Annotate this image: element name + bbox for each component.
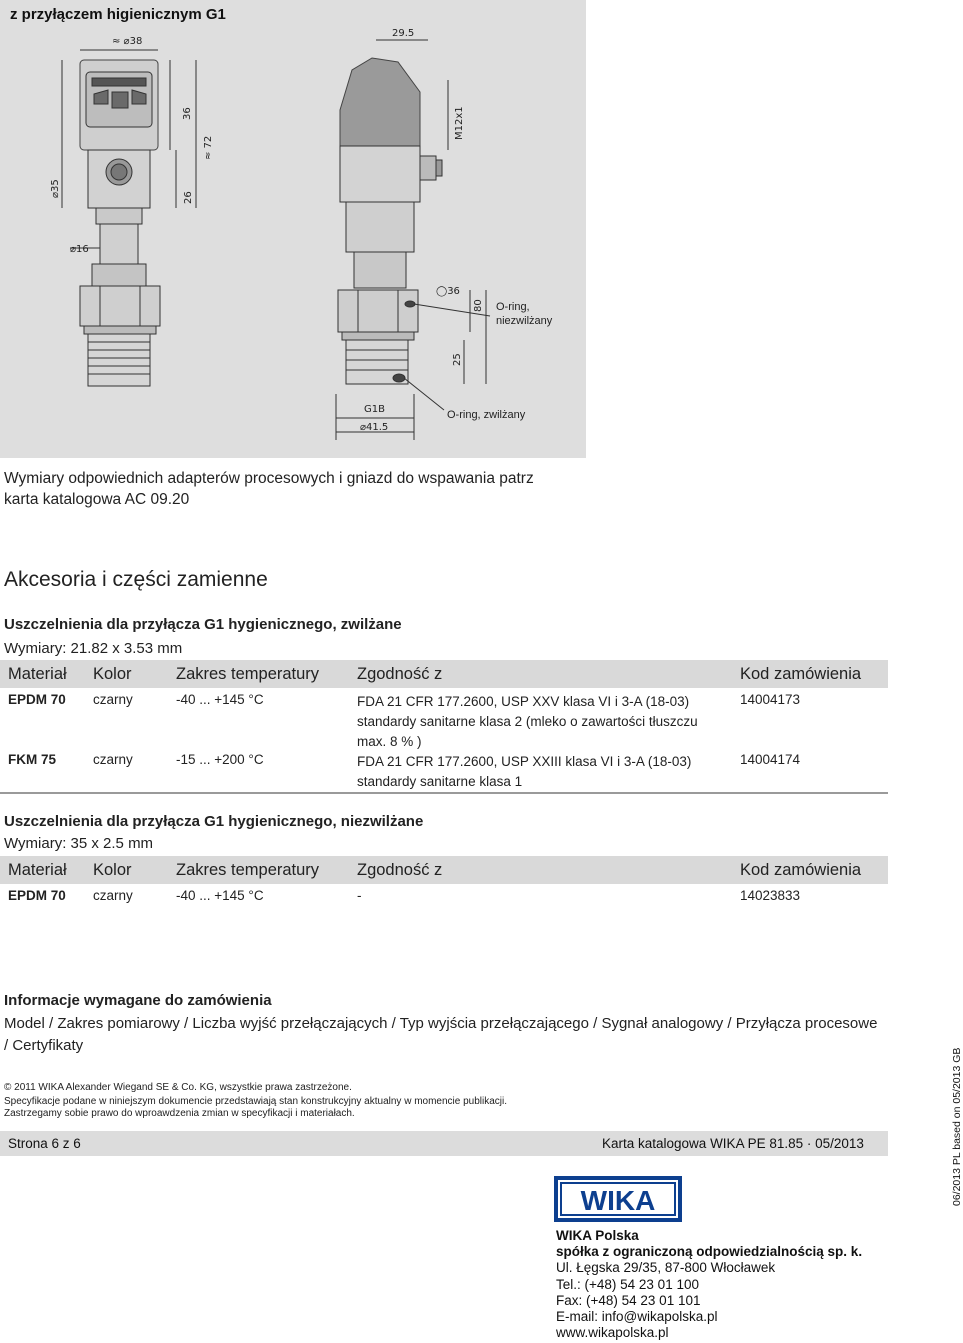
col-order: Kod zamówienia [740,861,862,879]
ordering-heading: Informacje wymagane do zamówienia [4,992,272,1009]
table-row-1-color: czarny [93,692,133,707]
company-fax: Fax: (+48) 54 23 01 101 [556,1292,701,1308]
dim-80: 80 [473,299,484,312]
section-title: Akcesoria i części zamienne [4,568,268,591]
dim-d41-5: ⌀41.5 [360,422,389,433]
col-compliance: Zgodność z [357,861,443,879]
dim-26: 26 [183,191,194,204]
dim-d29-5: 29.5 [392,28,415,39]
callout-oring-dry-line1: O-ring, [496,301,530,313]
cell-material: FKM 75 [8,752,57,767]
wetted-subtitle: Uszczelnienia dla przyłącza G1 hygienicznego, zwilżane [4,616,402,633]
dim-72: ≈ 72 [203,135,214,160]
table-row-3-temp: -40 ... +145 °C [176,888,264,903]
dim-36: 36 [182,107,193,120]
table-row-1-order-code: 14004173 [740,692,801,707]
company-street: Ul. Łęgska 29/35, 87-800 Włocławek [556,1260,776,1276]
col-material: Materiał [8,861,67,879]
col-material: Materiał [8,665,67,683]
table-row-1-material [8,692,66,707]
change-note: Zastrzegamy sobie prawo do wproawdzenia zmian w specyfikacji i materiałach. [4,1108,355,1119]
dim-g1b: G1B [364,404,385,415]
wetted-dimensions: Wymiary: 21.82 x 3.53 mm [4,640,183,657]
table-row-2-order-code: 14004174 [740,752,801,767]
table-row-2-material [8,752,56,767]
table-row-2-temp: -15 ... +200 °C [176,752,264,767]
ordering-text: Model / Zakres pomiarowy / Liczba wyjść przełączających / Typ wyjścia przełączającego / Sygnał analogowy / Przyłącza procesowe / Certyfikaty [4,1015,878,1054]
dimension-drawing [0,0,586,458]
wika-logo-text: WIKA [580,1185,656,1216]
table-row-3-order-code: 14023833 [740,888,801,903]
table-row-3-material [8,888,66,903]
table-row-2-compliance: FDA 21 CFR 177.2600, USP XXIII klasa VI i 3-A (18-03) standardy sanitarne klasa 1 [357,754,692,789]
table-row-1-compliance: FDA 21 CFR 177.2600, USP XXV klasa VI i 3-A (18-03) standardy sanitarne klasa 2 (mleko o zawartości tłuszczu max. 8 % ) [357,694,698,749]
col-compliance: Zgodność z [357,665,443,683]
col-temp: Zakres temperatury [176,861,320,879]
side-version-note: 06/2013 PL based on 05/2013 GB [951,1047,963,1206]
dim-25: 25 [452,353,463,366]
table-row-2-color: czarny [93,752,133,767]
dimension-drawing-panel [0,0,586,458]
dim-d35: ⌀35 [50,179,61,198]
company-web[interactable]: www.wikapolska.pl [556,1325,669,1341]
table-row-1-temp: -40 ... +145 °C [176,692,264,707]
wika-logo [556,1178,680,1220]
table-divider [0,792,888,794]
company-tel: Tel.: (+48) 54 23 01 100 [556,1276,699,1292]
cell-material: EPDM 70 [8,692,66,707]
col-color: Kolor [93,861,132,879]
col-color: Kolor [93,665,132,683]
page-number: Strona 6 z 6 [8,1136,81,1151]
copyright: © 2011 WIKA Alexander Wiegand SE & Co. KG, wszystkie prawa zastrzeżone. [4,1082,352,1093]
callout-oring-dry-line2: niezwilżany [496,315,553,327]
table-row-3-compliance: - [357,888,362,903]
company-name: WIKA Polska [556,1228,639,1243]
page-bar [0,1131,888,1156]
company-address [556,1228,862,1341]
col-temp: Zakres temperatury [176,665,320,683]
cell-material: EPDM 70 [8,888,66,903]
company-email[interactable]: E-mail: info@wikapolska.pl [556,1309,718,1325]
spec-note: Specyfikacje podane w niniejszym dokumencie przedstawiają stan konstrukcyjny aktualny w momencie publikacji. [4,1096,508,1107]
table-row-3-color: czarny [93,888,133,903]
company-legal: spółka z ograniczoną odpowiedzialnością sp. k. [556,1244,863,1260]
datasheet-ref: Karta katalogowa WIKA PE 81.85 · 05/2013 [602,1136,864,1151]
dim-o36: ◯36 [436,286,460,297]
callout-oring-wet: O-ring, zwilżany [447,409,526,421]
drawing-title: z przyłączem higienicznym G1 [10,6,226,23]
nonwetted-dimensions: Wymiary: 35 x 2.5 mm [4,835,154,852]
dim-d16: ⌀16 [70,244,89,255]
dim-m12: M12x1 [454,106,465,140]
col-order: Kod zamówienia [740,665,862,683]
wetted-table-header [0,660,888,688]
nonwetted-subtitle: Uszczelnienia dla przyłącza G1 hygienicznego, niezwilżane [4,813,424,830]
nonwetted-table-header [0,856,888,884]
dim-d38: ≈ ⌀38 [112,36,143,47]
adapter-note: Wymiary odpowiednich adapterów procesowych i gniazd do wspawania patrz karta katalogowa AC 09.20 [4,470,534,508]
